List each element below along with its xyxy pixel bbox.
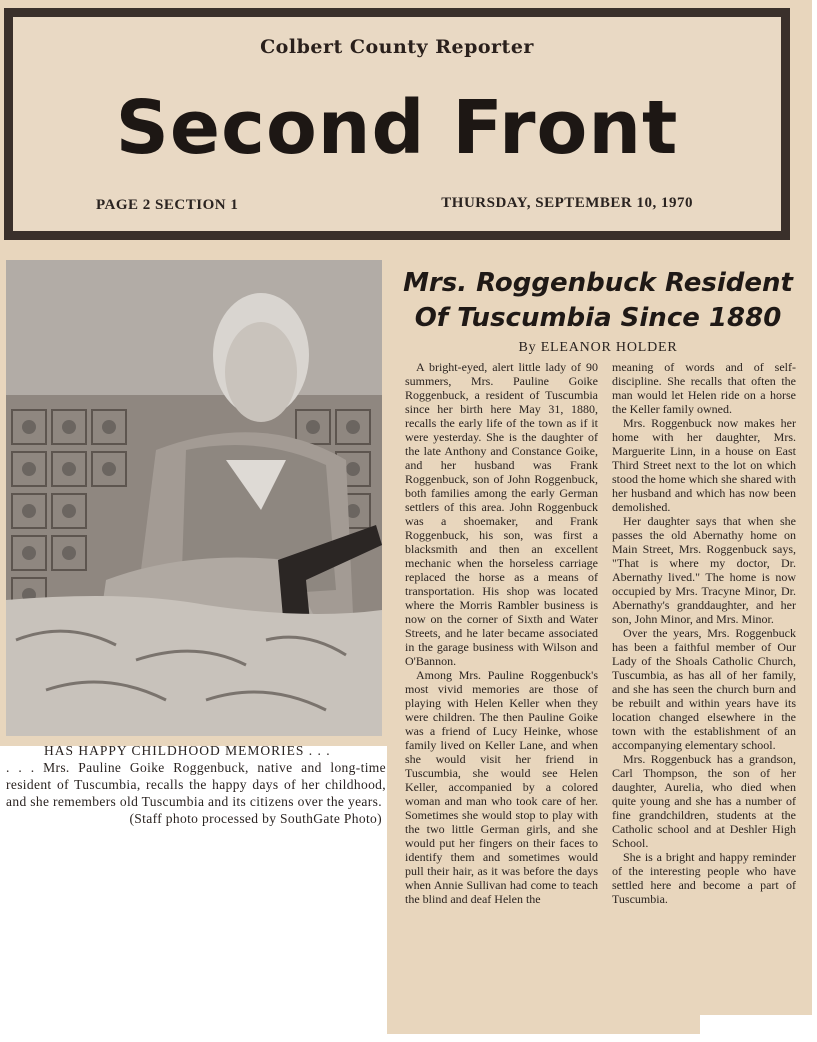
masthead [4, 8, 790, 240]
caption-heading: HAS HAPPY CHILDHOOD MEMORIES . . . [44, 743, 331, 758]
photo-credit: (Staff photo processed by SouthGate Photo) [129, 811, 382, 826]
article-paragraph: meaning of words and of self-discipline. She recalls that often the man would let Helen ride on a horse the Keller family owned. [612, 360, 796, 416]
article-paragraph: Among Mrs. Pauline Roggenbuck's most vivid memories are those of playing with Helen Keller when they were children. The then Pauline Goike was a friend of Lucy Heinke, whose family lived on Keller Lane, and when she would visit her friend in Tuscumbia, she would see Helen Keller, accompanied by a colored woman and man who took care of her. Sometimes she would stop to play with the two little German girls, and she would put her fingers on their faces to identify them and sometimes would pull their hair, as it was before the days when Annie Sullivan had come to teach the blind and deaf Helen the [405, 668, 598, 906]
issue-date: THURSDAY, SEPTEMBER 10, 1970 [441, 195, 693, 211]
page-section-label: PAGE 2 SECTION 1 [96, 197, 239, 213]
article-paragraph: Mrs. Roggenbuck has a grandson, Carl Thompson, the son of her daughter, Aurelia, who died when quite young and she has a number of fine grandchildren, students at the Catholic school and at Deshler High School. [612, 752, 796, 850]
article-paragraph: Mrs. Roggenbuck now makes her home with her daughter, Mrs. Marguerite Linn, in a house on East Third Street next to the lot on which stood the home which she shared with her husband and which has now been demolished. [612, 416, 796, 514]
caption-body: . . . Mrs. Pauline Goike Roggenbuck, native and long-time resident of Tuscumbia, recalls the happy days of her childhood, and she remembers old Tuscumbia and its citizens over the years. [6, 760, 386, 809]
article-column-2 [612, 360, 796, 906]
article-paragraph: She is a bright and happy reminder of the interesting people who have settled here and become a part of Tuscumbia. [612, 850, 796, 906]
article-column-1 [405, 360, 598, 906]
portrait-photo [6, 260, 382, 736]
photo-caption [6, 742, 386, 827]
torn-corner [700, 1015, 812, 1042]
section-title: Second Front [115, 85, 679, 171]
article-paragraph: Over the years, Mrs. Roggenbuck has been a faithful member of Our Lady of the Shoals Catholic Church, Tuscumbia, as has all of her family, and she has seen the church burn and be rebuilt and within years have its location changed elsewhere in the town with the establishment of an accompanying elementary school. [612, 626, 796, 752]
article-paragraph: A bright-eyed, alert little lady of 90 summers, Mrs. Pauline Goike Roggenbuck, a resident of Tuscumbia since her birth here May 31, 1880, recalls the early life of the town as if it were yesterday. She is the daughter of the late Anthony and Constance Goike, and her husband was Frank Roggenbuck, son of John Roggenbuck, both families among the early German settlers of this area. John Roggenbuck was a shoemaker, and Frank Roggenbuck, his son, was first a blacksmith and then an excellent mechanic when the horseless carriage replaced the horse as a means of transportation. His shop was located where the Morris Rambler business is now on the corner of Sixth and Water Streets, and he later became associated in the garage business with Wilson and O'Bannon. [405, 360, 598, 668]
byline: By ELEANOR HOLDER [518, 340, 678, 355]
headline-line-2: Of Tuscumbia Since 1880 [414, 303, 782, 333]
newspaper-name: Colbert County Reporter [260, 36, 534, 58]
article-headline [388, 266, 808, 336]
headline-line-1: Mrs. Roggenbuck Resident [403, 268, 793, 298]
article-paragraph: Her daughter says that when she passes the old Abernathy home on Main Street, Mrs. Roggenbuck says, "That is where my doctor, Dr. Abernathy lived." The home is now occupied by Mrs. Tracyne Minor, Dr. Abernathy's granddaughter, and her son, John Minor, and Mrs. Minor. [612, 514, 796, 626]
